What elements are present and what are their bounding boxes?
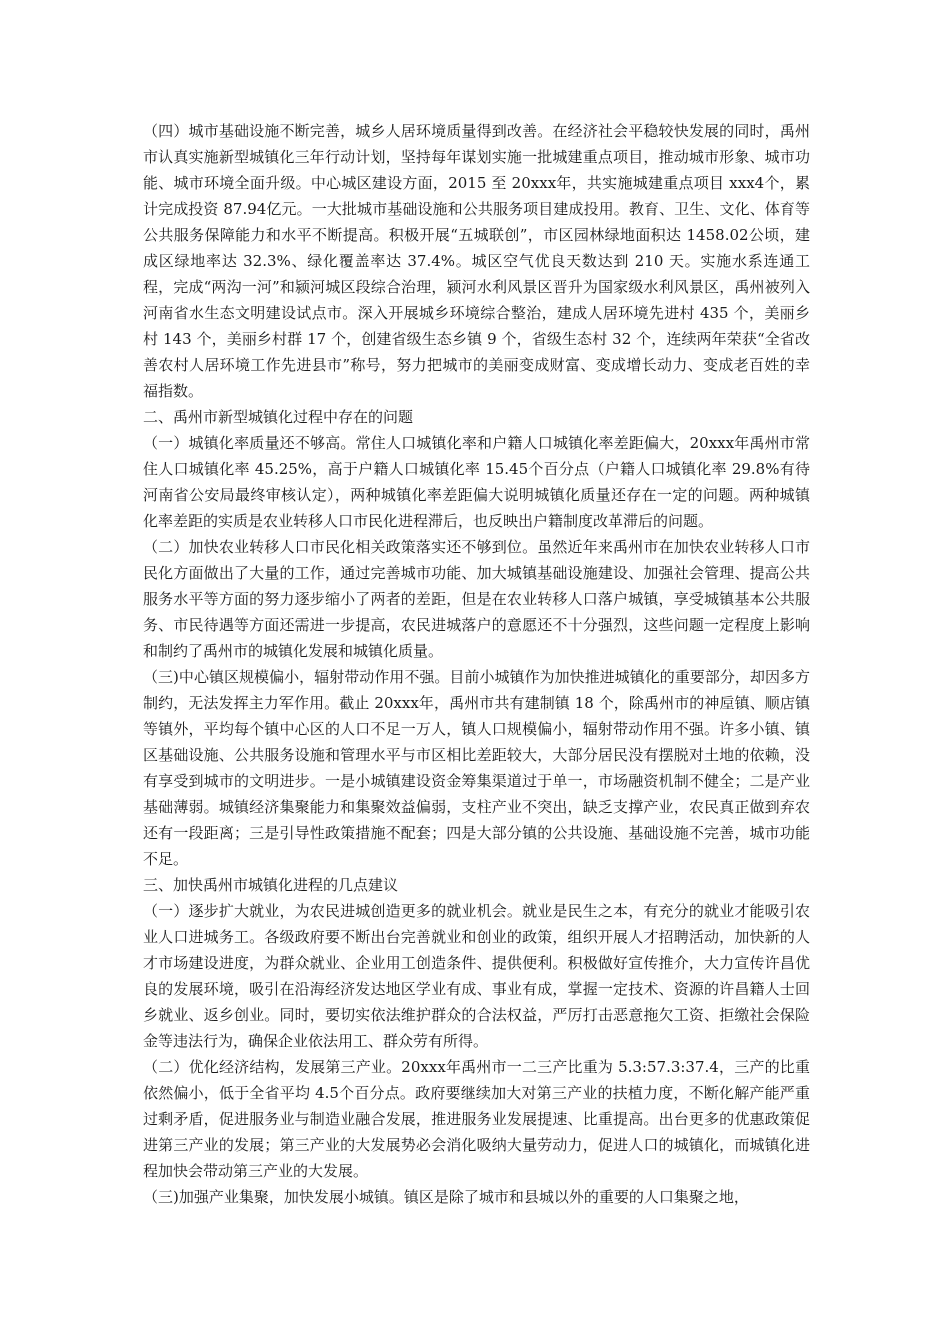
paragraph-policy-implementation: （二）加快农业转移人口市民化相关政策落实还不够到位。虽然近年来禹州市在加快农业转移人口市民化方面做出了大量的工作，通过完善城市功能、加大城镇基础设施建设、加强社会管理、提高公共服务水平等方面的努力逐步缩小了两者的差距，但是在农业转移人口落户城镇，享受城镇基本公共服务、市民待遇等方面还需进一步提高，农民进城落户的意愿还不十分强烈，这些问题一定程度上影响和制约了禹州市的城镇化发展和城镇化质量。 (143, 538, 810, 660)
paragraph-urban-infrastructure: （四）城市基础设施不断完善，城乡人居环境质量得到改善。在经济社会平稳较快发展的同时，禹州市认真实施新型城镇化三年行动计划，坚持每年谋划实施一批城建重点项目，推动城市形象、城市功能、城市环境全面升级。中心城区建设方面，2015 至 20xxx年，共实施城建重点项目 xxx4个，累计完成投资 87.94亿元。一大批城市基础设施和公共服务项目建成投用。教育、卫生、文化、体育等公共服务保障能力和水平不断提高。积极开展“五城联创”，市区园林绿地面积达 1458.02公顷，建成区绿地率达 32.3%、绿化覆盖率达 37.4%。城区空气优良天数达到 210 天。实施水系连通工程，完成“两沟一河”和颍河城区段综合治理，颍河水利风景区晋升为国家级水利风景区，禹州被列入河南省水生态文明建设试点市。深入开展城乡环境综合整治，建成人居环境先进村 435 个，美丽乡村 143 个，美丽乡村群 17 个，创建省级生态乡镇 9 个，省级生态村 32 个，连续两年荣获“全省改善农村人居环境工作先进县市”称号，努力把城市的美丽变成财富、变成增长动力、变成老百姓的幸福指数。 (143, 122, 810, 400)
paragraph-central-towns: （三)中心镇区规模偏小，辐射带动作用不强。目前小城镇作为加快推进城镇化的重要部分，却因多方制约，无法发挥主力军作用。截止 20xxx年，禹州市共有建制镇 18 个，除禹州市的神垕镇、顺店镇等镇外，平均每个镇中心区的人口不足一万人，镇人口规模偏小，辐射带动作用不强。许多小镇、镇区基础设施、公共服务设施和管理水平与市区相比差距较大，大部分居民没有摆脱对土地的依赖，没有享受到城市的文明进步。一是小城镇建设资金筹集渠道过于单一，市场融资机制不健全；二是产业基础薄弱。城镇经济集聚能力和集聚效益偏弱，支柱产业不突出，缺乏支撑产业，农民真正做到弃农还有一段距离；三是引导性政策措施不配套；四是大部分镇的公共设施、基础设施不完善，城市功能不足。 (143, 668, 810, 868)
paragraph-expand-employment: （一）逐步扩大就业，为农民进城创造更多的就业机会。就业是民生之本，有充分的就业才能吸引农业人口进城务工。各级政府要不断出台完善就业和创业的政策，组织开展人才招聘活动，加快新的人才市场建设进度，为群众就业、企业用工创造条件、提供便利。积极做好宣传推介，大力宣传许昌优良的发展环境，吸引在沿海经济发达地区学业有成、事业有成，掌握一定技术、资源的许昌籍人士回乡就业、返乡创业。同时，要切实依法维护群众的合法权益，严厉打击恶意拖欠工资、拒缴社会保险金等违法行为，确保企业依法用工、群众劳有所得。 (143, 902, 810, 1050)
section-heading-problems: 二、禹州市新型城镇化过程中存在的问题 (143, 408, 414, 426)
paragraph-economic-structure: （二）优化经济结构，发展第三产业。20xxx年禹州市一二三产比重为 5.3:57.3:37.4，三产的比重依然偏小，低于全省平均 4.5个百分点。政府要继续加大对第三产业的扶植力度，不断化解产能严重过剩矛盾，促进服务业与制造业融合发展，推进服务业发展提速、比重提高。出台更多的优惠政策促进第三产业的发展；第三产业的大发展势必会消化吸纳大量劳动力，促进人口的城镇化，而城镇化进程加快会带动第三产业的大发展。 (143, 1058, 810, 1180)
paragraph-industrial-clustering: （三)加强产业集聚，加快发展小城镇。镇区是除了城市和县城以外的重要的人口集聚之地， (143, 1188, 749, 1206)
document-page (143, 118, 810, 1210)
section-heading-suggestions: 三、加快禹州市城镇化进程的几点建议 (143, 876, 399, 894)
paragraph-urbanization-quality: （一）城镇化率质量还不够高。常住人口城镇化率和户籍人口城镇化率差距偏大，20xxx年禹州市常住人口城镇化率 45.25%，高于户籍人口城镇化率 15.45个百分点（户籍人口城镇化率 29.8%有待河南省公安局最终审核认定），两种城镇化率差距偏大说明城镇化质量还存在一定的问题。两种城镇化率差距的实质是农业转移人口市民化进程滞后，也反映出户籍制度改革滞后的问题。 (143, 434, 810, 530)
